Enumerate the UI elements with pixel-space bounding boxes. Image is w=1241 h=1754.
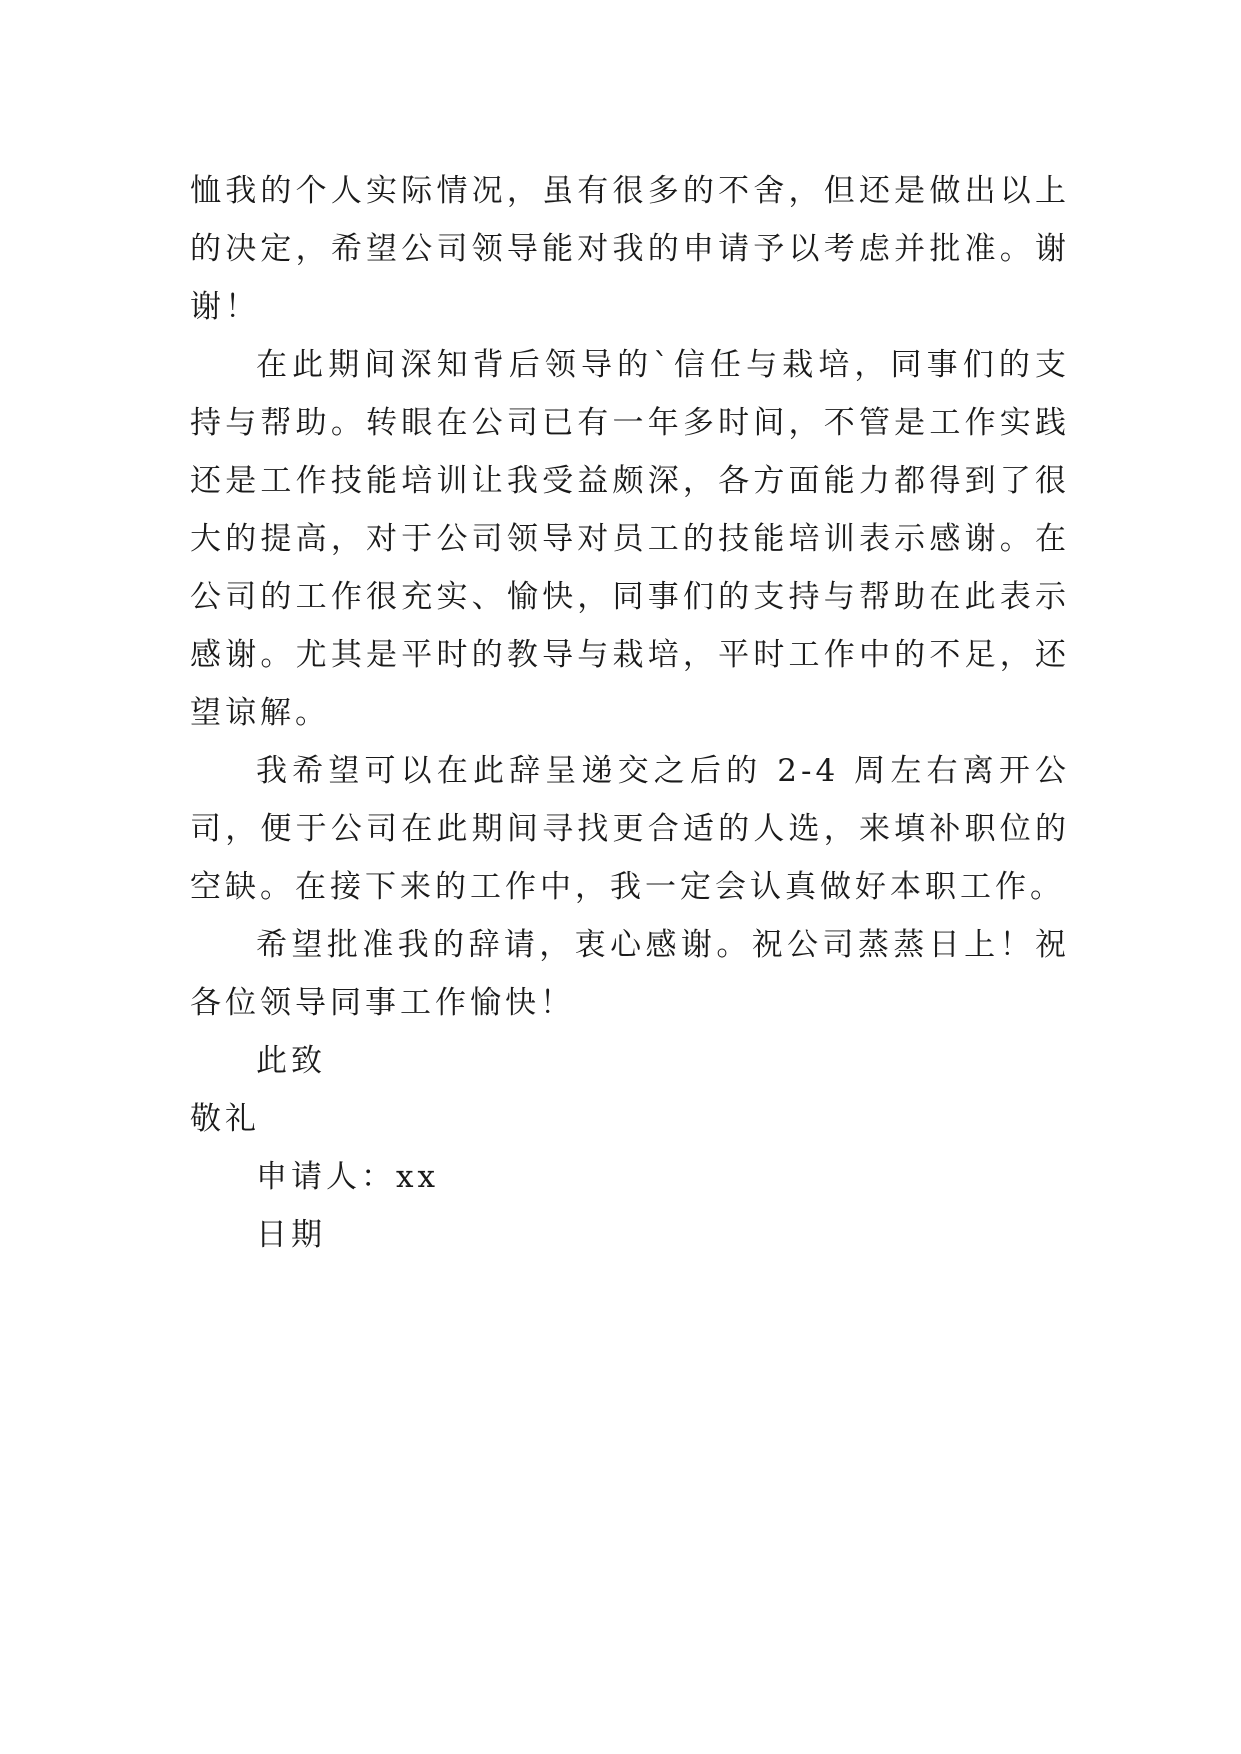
respect-line: 敬礼 [190,1101,260,1137]
applicant-line: 申请人：xx [256,1159,439,1195]
paragraph-gratitude: 在此期间深知背后领导的`信任与栽培，同事们的支持与帮助。转眼在公司已有一年多时间，不管是工作实践还是工作技能培训让我受益颇深，各方面能力都得到了很大的提高，对于公司领导对员工的技能培训表示感谢。在公司的工作很充实、愉快，同事们的支持与帮助在此表示感谢。尤其是平时的教导与栽培，平时工作中的不足，还望谅解。 [190,347,1070,731]
paragraph-continuation: 恤我的个人实际情况，虽有很多的不舍，但还是做出以上的决定，希望公司领导能对我的申请予以考虑并批准。谢谢！ [190,173,1070,325]
letter-body [190,162,1070,1264]
salutation: 此致 [256,1043,326,1079]
paragraph-departure-plan: 我希望可以在此辞呈递交之后的 2-4 周左右离开公司，便于公司在此期间寻找更合适的人选，来填补职位的空缺。在接下来的工作中，我一定会认真做好本职工作。 [190,753,1070,905]
paragraph-closing-wishes: 希望批准我的辞请，衷心感谢。祝公司蒸蒸日上！祝各位领导同事工作愉快！ [190,927,1070,1021]
date-line: 日期 [256,1217,326,1253]
